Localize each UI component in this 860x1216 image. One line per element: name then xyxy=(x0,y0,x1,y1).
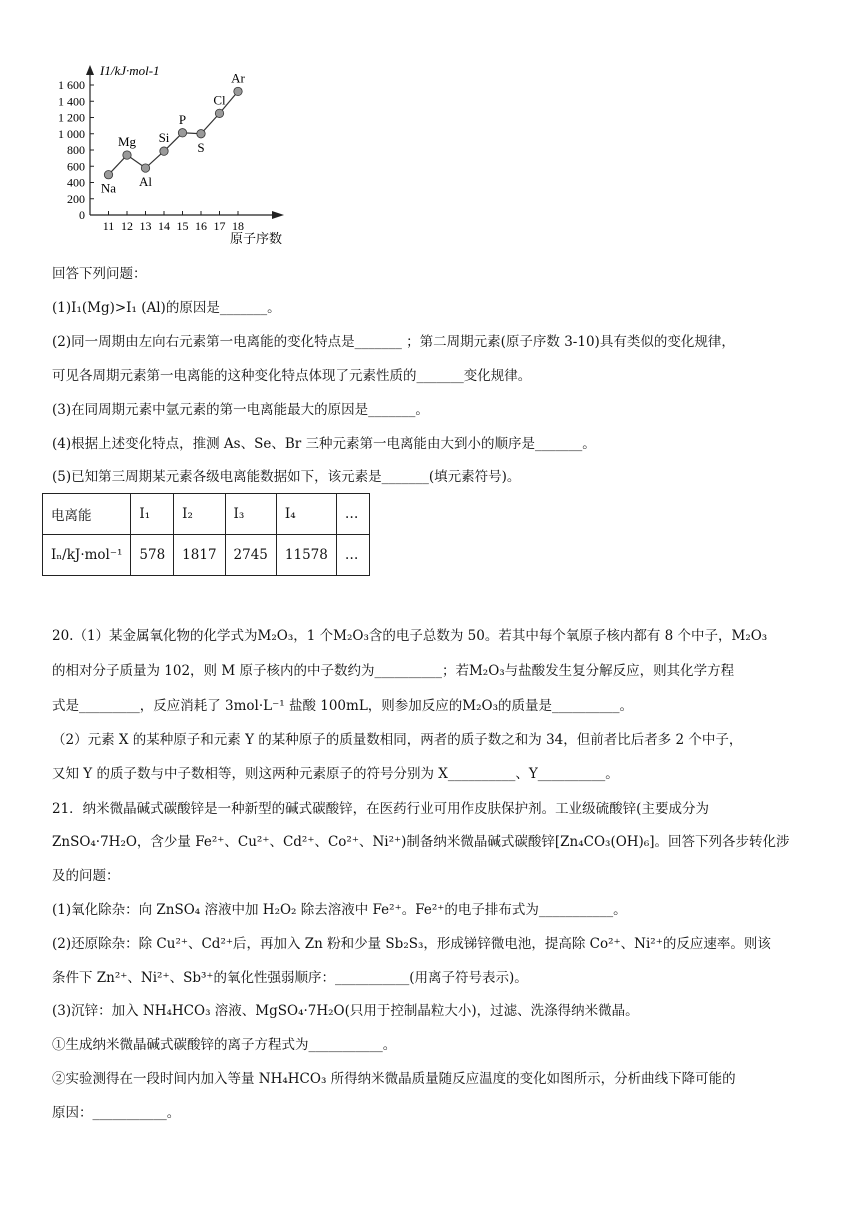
table-cell: 11578 xyxy=(276,535,336,576)
q19-part4: (4)根据上述变化特点，推测 As、Se、Br 三种元素第一电离能由大到小的顺序是_______。 xyxy=(52,436,596,452)
x-tick-label: 17 xyxy=(213,219,226,233)
y-tick-label: 200 xyxy=(67,191,85,206)
point-label: Cl xyxy=(213,92,226,108)
q21-line8: ①生成纳米微晶碱式碳酸锌的离子方程式为___________。 xyxy=(52,1037,397,1053)
table-cell: I₂ xyxy=(174,494,225,535)
x-tick-label: 13 xyxy=(139,219,152,233)
q21-line1: 21．纳米微晶碱式碳酸锌是一种新型的碱式碳酸锌，在医药行业可用作皮肤保护剂。工业级硫酸锌(主要成分为 xyxy=(52,801,709,817)
y-axis-arrow xyxy=(86,65,94,75)
data-point xyxy=(104,171,112,179)
q19-part2b: 可见各周期元素第一电离能的这种变化特点体现了元素性质的_______变化规律。 xyxy=(52,368,532,384)
point-label: Ar xyxy=(231,70,245,86)
y-tick-label: 800 xyxy=(67,143,85,157)
x-axis-arrow xyxy=(272,211,284,219)
y-axis-label: I1/kJ·mol-1 xyxy=(100,63,160,78)
q21-line3: 及的问题： xyxy=(52,868,120,884)
data-point xyxy=(160,147,168,155)
x-tick-label: 14 xyxy=(158,219,170,233)
q21-line6: 条件下 Zn²⁺、Ni²⁺、Sb³⁺的氧化性强弱顺序：___________(用离子符号表示)。 xyxy=(52,970,528,986)
point-label: Mg xyxy=(117,134,137,150)
chart-axes xyxy=(86,65,284,219)
q20-line5: 又知 Y 的质子数与中子数相等，则这两种元素原子的符号分别为 X__________、Y__________。 xyxy=(52,766,619,782)
table-header-row xyxy=(43,494,370,535)
table-cell: I₄ xyxy=(276,494,336,535)
data-point xyxy=(234,87,242,95)
y-tick-label: 1 000 xyxy=(58,126,85,141)
table-cell: Iₙ/kJ·mol⁻¹ xyxy=(43,535,131,576)
table-cell: … xyxy=(336,494,369,535)
data-point xyxy=(178,129,186,137)
ionization-energy-table xyxy=(42,493,370,576)
q21-line10: 原因：___________。 xyxy=(52,1105,181,1121)
table-cell: 电离能 xyxy=(43,494,131,535)
q21-line5: (2)还原除杂：除 Cu²⁺、Cd²⁺后，再加入 Zn 粉和少量 Sb₂S₃，形成锑锌微电池，提高除 Co²⁺、Ni²⁺的反应速率。则该 xyxy=(52,936,771,952)
q19-part1: (1)I₁(Mg)>I₁ (Al)的原因是_______。 xyxy=(52,300,281,316)
table-cell: I₃ xyxy=(225,494,276,535)
q20-line4: （2）元素 X 的某种原子和元素 Y 的某种原子的质量数相同，两者的质子数之和为 34，但前者比后者多 2 个中子， xyxy=(52,732,743,748)
q21-line4: (1)氧化除杂：向 ZnSO₄ 溶液中加 H₂O₂ 除去溶液中 Fe²⁺。Fe²⁺的电子排布式为___________。 xyxy=(52,902,627,918)
data-point xyxy=(123,151,131,159)
y-tick-label: 0 xyxy=(79,208,85,222)
point-label: Na xyxy=(100,180,117,196)
y-tick-label: 1 400 xyxy=(58,94,85,109)
table-cell: 2745 xyxy=(225,535,276,576)
q21-line2: ZnSO₄·7H₂O，含少量 Fe²⁺、Cu²⁺、Cd²⁺、Co²⁺、Ni²⁺)制备纳米微晶碱式碳酸锌[Zn₄CO₃(OH)₆]。回答下列各步转化涉 xyxy=(52,834,790,850)
chart-series xyxy=(101,70,246,195)
q21-line9: ②实验测得在一段时间内加入等量 NH₄HCO₃ 所得纳米微晶质量随反应温度的变化如图所示，分析曲线下降可能的 xyxy=(52,1071,736,1087)
data-point xyxy=(215,109,223,117)
q19-intro: 回答下列问题： xyxy=(52,266,147,282)
y-tick-label: 600 xyxy=(67,159,85,174)
table-cell: 1817 xyxy=(174,535,225,576)
point-label: Al xyxy=(139,174,152,190)
table-cell: 578 xyxy=(131,535,174,576)
x-axis-label: 原子序数 xyxy=(230,231,283,246)
data-point xyxy=(141,164,149,172)
table-cell: … xyxy=(336,535,369,576)
q21-line7: (3)沉锌：加入 NH₄HCO₃ 溶液、MgSO₄·7H₂O(只用于控制晶粒大小)，过滤、洗涤得纳米微晶。 xyxy=(52,1003,639,1019)
table-data-row xyxy=(43,535,370,576)
x-tick-label: 16 xyxy=(195,219,207,233)
point-label: S xyxy=(197,139,205,155)
data-point xyxy=(197,130,205,138)
q20-line1: 20.（1）某金属氧化物的化学式为M₂O₃，1 个M₂O₃含的电子总数为 50。若其中每个氧原子核内都有 8 个中子，M₂O₃ xyxy=(52,628,768,644)
x-tick-label: 18 xyxy=(232,219,244,233)
point-label: Si xyxy=(158,130,170,146)
q19-part5: (5)已知第三周期某元素各级电离能数据如下，该元素是_______(填元素符号)。 xyxy=(52,469,521,485)
q19-part2a: (2)同一周期由左向右元素第一电离能的变化特点是_______ ；第二周期元素(原子序数 3-10)具有类似的变化规律， xyxy=(52,334,735,350)
q20-line3: 式是_________，反应消耗了 3mol·L⁻¹ 盐酸 100mL，则参加反应的M₂O₃的质量是__________。 xyxy=(52,698,634,714)
x-tick-label: 12 xyxy=(121,219,133,233)
q20-line2: 的相对分子质量为 102，则 M 原子核内的中子数约为__________；若M₂O₃与盐酸发生复分解反应，则其化学方程 xyxy=(52,663,735,679)
ionization-energy-chart xyxy=(40,55,300,250)
q19-part3: (3)在同周期元素中氩元素的第一电离能最大的原因是_______。 xyxy=(52,402,429,418)
y-tick-label: 1 600 xyxy=(58,78,85,92)
y-tick-label: 400 xyxy=(67,175,85,190)
table-cell: I₁ xyxy=(131,494,174,535)
x-tick-label: 11 xyxy=(102,219,115,233)
point-label: P xyxy=(178,111,187,127)
x-tick-label: 15 xyxy=(176,219,189,233)
y-tick-label: 1 200 xyxy=(58,110,85,125)
